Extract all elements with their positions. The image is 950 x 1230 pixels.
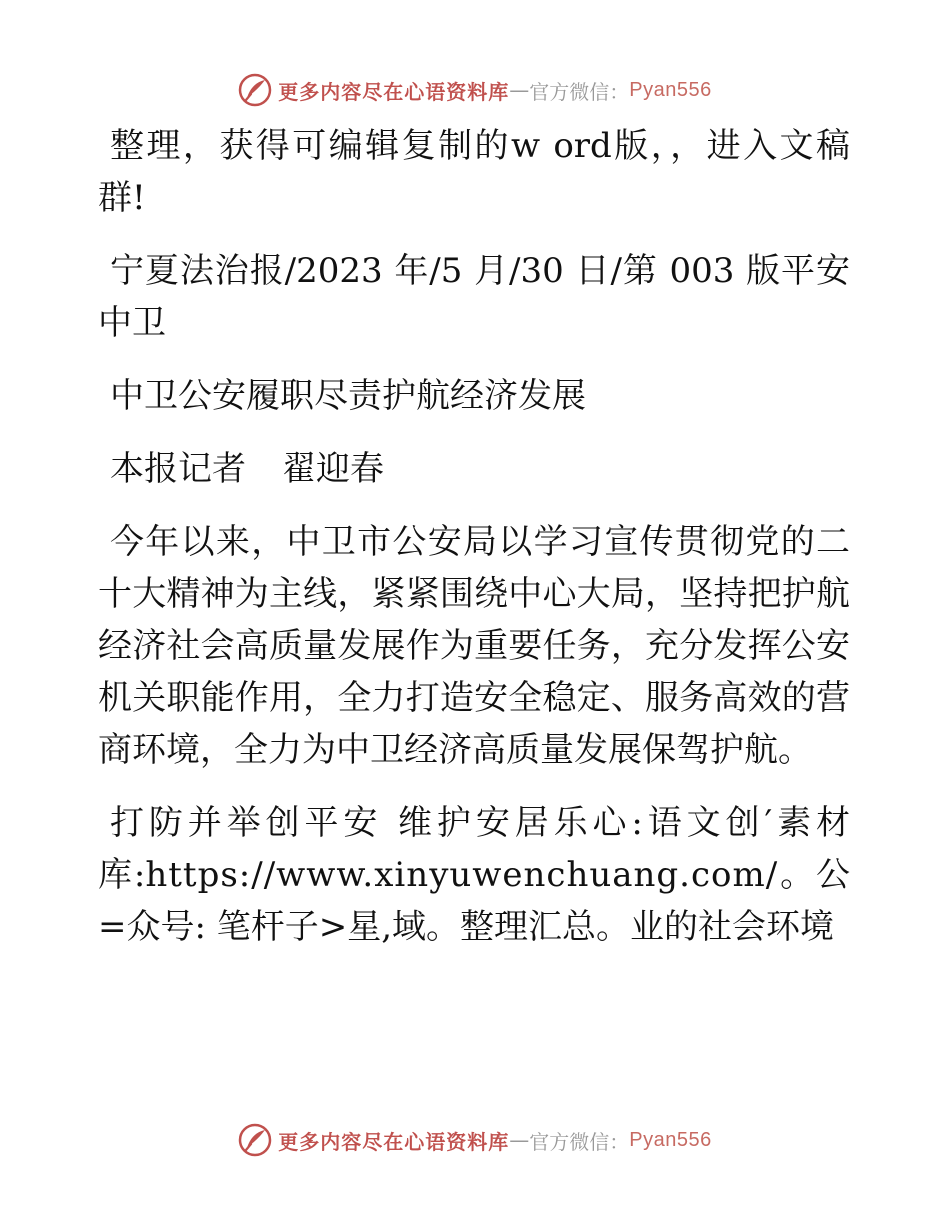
intro-paragraph: 整理，获得可编辑复制的w ord版，，进入文稿群!	[98, 126, 850, 218]
watermark-wechat-id: Pyan556	[629, 1128, 712, 1151]
feather-pen-icon	[238, 73, 272, 107]
document-body	[98, 120, 850, 974]
body-paragraph-2-lead: 打防并举创平安 维护安居乐心:语文创′素材库:	[98, 803, 850, 895]
source-line: 宁夏法治报/2023 年/5 月/30 日/第 003 版平安中卫	[98, 251, 850, 343]
watermark-site-text: 更多内容尽在心语资料库	[278, 1129, 510, 1154]
headline: 中卫公安履职尽责护航经济发展	[110, 376, 586, 416]
watermark-wechat-label: 官方微信：	[529, 1129, 630, 1154]
watermark-wechat-label: 官方微信：	[529, 79, 630, 104]
byline-prefix: 本报记者	[110, 449, 246, 489]
source-url: https://www.xinyuwenchuang.com/	[145, 855, 779, 895]
footer-watermark	[0, 1120, 950, 1160]
body-paragraph-2	[98, 797, 850, 953]
body-paragraph-2-tail: 。公=众号: 笔杆子>星,域。整理汇总。业的社会环境	[98, 855, 850, 947]
watermark-separator: —	[509, 1128, 530, 1152]
body-paragraph-1: 今年以来，中卫市公安局以学习宣传贯彻党的二十大精神为主线，紧紧围绕中心大局，坚持把护航经济社会高质量发展作为重要任务，充分发挥公安机关职能作用，全力打造安全稳定、服务高效的营商环境，全力为中卫经济高质量发展保驾护航。	[98, 522, 850, 770]
watermark-wechat-id: Pyan556	[629, 78, 712, 101]
byline-author: 翟迎春	[282, 449, 384, 489]
byline	[98, 443, 850, 495]
watermark-separator: —	[509, 78, 530, 102]
header-watermark	[0, 70, 950, 110]
feather-pen-icon	[238, 1123, 272, 1157]
watermark-site-text: 更多内容尽在心语资料库	[278, 79, 510, 104]
